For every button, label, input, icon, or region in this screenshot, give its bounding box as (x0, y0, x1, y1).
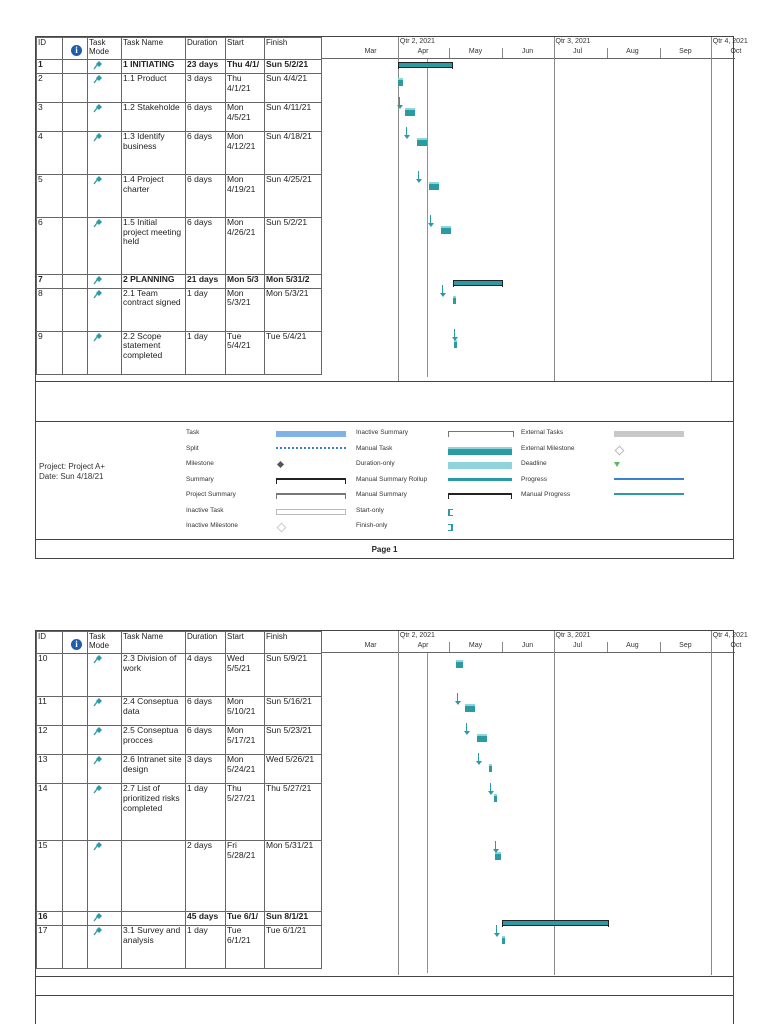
task-finish[interactable]: Sun 5/16/21 (265, 697, 322, 726)
col-header-task-mode[interactable]: Task Mode (88, 632, 122, 654)
gantt-chart-area-page-2 (321, 631, 748, 653)
quarter-label: Qtr 4, 2021 (712, 38, 748, 45)
month-divider (502, 48, 503, 58)
month-label: May (468, 48, 483, 55)
task-start[interactable]: Mon 5/24/21 (226, 755, 265, 784)
manual-task-pin-icon (92, 289, 103, 302)
legend-label: External Tasks (521, 429, 564, 436)
col-header-task-name[interactable]: Task Name (122, 632, 186, 654)
task-name[interactable]: 1 INITIATING (122, 60, 186, 74)
summary-bar[interactable] (502, 920, 608, 926)
legend-label: Project Summary (186, 491, 236, 498)
task-name[interactable]: 2.4 Conseptua data (122, 697, 186, 726)
task-finish[interactable]: Mon 5/31/21 (265, 841, 322, 912)
quarter-label: Qtr 3, 2021 (555, 38, 591, 45)
manual-task-pin-icon (92, 103, 103, 116)
summary-bar-cap[interactable] (452, 62, 453, 69)
task-finish[interactable]: Mon 5/3/21 (265, 288, 322, 331)
task-id[interactable]: 5 (37, 174, 63, 217)
table-row[interactable] (37, 73, 322, 102)
task-mode-cell[interactable] (88, 841, 122, 912)
task-finish[interactable]: Sun 8/1/21 (265, 912, 322, 926)
task-start[interactable]: Mon 5/17/21 (226, 726, 265, 755)
indicator-cell[interactable] (63, 73, 88, 102)
month-label: Mar (364, 48, 377, 55)
task-name[interactable]: 2.6 Intranet site design (122, 755, 186, 784)
task-start[interactable]: Tue 5/4/21 (226, 331, 265, 374)
task-mode-cell[interactable] (88, 174, 122, 217)
table-row[interactable] (37, 726, 322, 755)
manual-task-pin-icon (92, 755, 103, 768)
task-id[interactable]: 6 (37, 217, 63, 274)
month-divider (607, 642, 608, 652)
dependency-arrow-icon (440, 293, 446, 297)
quarter-label: Qtr 2, 2021 (399, 38, 435, 45)
indicator-cell[interactable] (63, 288, 88, 331)
month-label: Apr (417, 642, 429, 649)
task-id[interactable]: 1 (37, 60, 63, 74)
task-duration[interactable]: 1 day (186, 331, 226, 374)
task-id[interactable]: 10 (37, 654, 63, 697)
table-row[interactable] (37, 288, 322, 331)
legend-swatch (614, 493, 684, 495)
task-id[interactable]: 11 (37, 697, 63, 726)
task-name[interactable]: 1.1 Product (122, 73, 186, 102)
month-divider (554, 642, 555, 652)
manual-task-pin-icon (92, 841, 103, 854)
indicator-cell[interactable] (63, 274, 88, 288)
task-bar[interactable] (494, 794, 497, 802)
task-mode-cell[interactable] (88, 925, 122, 968)
month-label: Mar (364, 642, 377, 649)
task-start[interactable]: Thu 4/1/21 (226, 73, 265, 102)
indicator-cell[interactable] (63, 755, 88, 784)
task-mode-cell[interactable] (88, 912, 122, 926)
legend-label: Inactive Task (186, 506, 224, 514)
legend-swatch (276, 493, 346, 499)
month-label: Jul (573, 48, 583, 55)
task-id[interactable]: 16 (37, 912, 63, 926)
table-row[interactable] (37, 102, 322, 131)
table-row[interactable] (37, 174, 322, 217)
month-label: Jun (521, 642, 534, 649)
summary-bar-cap[interactable] (398, 62, 399, 69)
indicator-cell[interactable] (63, 217, 88, 274)
task-duration[interactable]: 23 days (186, 60, 226, 74)
task-mode-cell[interactable] (88, 102, 122, 131)
dependency-arrow-icon (404, 135, 410, 139)
task-bar[interactable] (477, 734, 487, 742)
table-row[interactable] (37, 925, 322, 968)
task-finish[interactable]: Sun 5/2/21 (265, 217, 322, 274)
dependency-arrow-icon (455, 701, 461, 705)
indicator-cell[interactable] (63, 60, 88, 74)
task-bar[interactable] (489, 764, 492, 772)
legend-project-name: Project: Project A+ (39, 462, 106, 471)
indicator-cell[interactable] (63, 841, 88, 912)
task-name[interactable]: 1.3 Identify business (122, 131, 186, 174)
summary-bar-cap[interactable] (453, 280, 454, 287)
task-duration[interactable]: 6 days (186, 102, 226, 131)
legend-swatch (614, 431, 684, 437)
table-row[interactable] (37, 912, 322, 926)
table-row[interactable] (37, 784, 322, 841)
month-label: Aug (626, 642, 639, 649)
legend-label: Progress (521, 475, 548, 483)
task-start[interactable]: Mon 4/19/21 (226, 174, 265, 217)
task-id[interactable]: 13 (37, 755, 63, 784)
task-id[interactable]: 7 (37, 274, 63, 288)
summary-bar[interactable] (398, 62, 453, 68)
task-duration[interactable]: 2 days (186, 841, 226, 912)
timescale-header (321, 631, 748, 653)
legend-swatch (448, 524, 453, 531)
manual-task-pin-icon (92, 132, 103, 145)
task-name[interactable]: 2.1 Team contract signed (122, 288, 186, 331)
col-header-task-mode[interactable]: Task Mode (88, 38, 122, 60)
summary-bar[interactable] (453, 280, 503, 286)
task-duration[interactable]: 4 days (186, 654, 226, 697)
month-divider (711, 48, 712, 58)
task-duration[interactable]: 1 day (186, 288, 226, 331)
col-header-finish[interactable]: Finish (265, 632, 322, 654)
task-bar[interactable] (465, 704, 475, 712)
task-mode-cell[interactable] (88, 60, 122, 74)
task-name[interactable]: 2.2 Scope statement completed (122, 331, 186, 374)
table-row[interactable] (37, 331, 322, 374)
indicator-cell[interactable] (63, 925, 88, 968)
legend-swatch (448, 431, 514, 437)
legend-label: Finish-only (356, 522, 388, 529)
task-duration[interactable]: 1 day (186, 784, 226, 841)
indicator-cell[interactable] (63, 174, 88, 217)
legend-label: Inactive Summary (356, 429, 409, 436)
manual-task-pin-icon (92, 912, 103, 925)
month-label: Jul (573, 642, 583, 649)
legend-swatch (276, 509, 346, 515)
legend-label: Summary (186, 475, 214, 483)
legend-swatch (448, 447, 512, 455)
task-finish[interactable]: Sun 4/25/21 (265, 174, 322, 217)
month-divider (398, 642, 399, 652)
legend-swatch (448, 509, 453, 516)
task-duration[interactable]: 6 days (186, 697, 226, 726)
task-duration[interactable]: 45 days (186, 912, 226, 926)
col-header-start[interactable]: Start (226, 632, 265, 654)
task-bar[interactable] (453, 296, 456, 304)
task-id[interactable]: 2 (37, 73, 63, 102)
dependency-arrow-icon (494, 933, 500, 937)
task-id[interactable]: 12 (37, 726, 63, 755)
legend-swatch (615, 445, 625, 455)
gantt-chart-area (321, 37, 748, 59)
task-mode-cell[interactable] (88, 274, 122, 288)
task-id[interactable]: 15 (37, 841, 63, 912)
task-duration[interactable]: 6 days (186, 131, 226, 174)
manual-task-pin-icon (92, 74, 103, 87)
info-icon: i (71, 639, 82, 650)
indicator-cell[interactable] (63, 331, 88, 374)
dependency-arrow-icon (476, 761, 482, 765)
task-start[interactable]: Thu 5/27/21 (226, 784, 265, 841)
task-bar[interactable] (454, 340, 457, 348)
indicator-cell[interactable] (63, 102, 88, 131)
task-bar[interactable] (429, 182, 439, 190)
task-mode-cell[interactable] (88, 726, 122, 755)
summary-bar-cap[interactable] (608, 920, 609, 927)
task-duration[interactable]: 1 day (186, 925, 226, 968)
indicator-cell[interactable] (63, 697, 88, 726)
dependency-arrow-icon (428, 223, 434, 227)
month-label: Apr (417, 48, 429, 55)
summary-bar-cap[interactable] (502, 920, 503, 927)
manual-task-pin-icon (92, 275, 103, 288)
legend-label: Manual Summary (356, 491, 407, 498)
task-bar[interactable] (405, 108, 415, 116)
col-header-duration[interactable]: Duration (186, 38, 226, 60)
month-label: Sep (679, 642, 692, 649)
table-row[interactable] (37, 697, 322, 726)
status-date-line (427, 653, 428, 973)
table-row[interactable] (37, 131, 322, 174)
month-divider (607, 48, 608, 58)
month-divider (449, 642, 450, 652)
task-id[interactable]: 17 (37, 925, 63, 968)
table-row[interactable] (37, 654, 322, 697)
task-start[interactable]: Mon 5/3/21 (226, 288, 265, 331)
col-header-finish[interactable]: Finish (265, 38, 322, 60)
col-header-indicators[interactable] (63, 38, 88, 60)
task-id[interactable]: 4 (37, 131, 63, 174)
legend-label: Manual Summary Rollup (356, 475, 428, 483)
task-name[interactable]: 1.2 Stakeholde (122, 102, 186, 131)
legend (36, 421, 733, 538)
month-label: Jun (521, 48, 534, 55)
legend-swatch (448, 478, 512, 481)
task-start[interactable]: Wed 5/5/21 (226, 654, 265, 697)
legend-label: External Milestone (521, 444, 575, 452)
legend-swatch (276, 478, 346, 484)
task-bar[interactable] (441, 226, 451, 234)
task-name[interactable]: 3.1 Survey and analysis (122, 925, 186, 968)
task-name[interactable] (122, 841, 186, 912)
task-finish[interactable]: Sun 4/18/21 (265, 131, 322, 174)
legend-label: Duration-only (356, 460, 395, 467)
task-start[interactable]: Thu 4/1/ (226, 60, 265, 74)
task-name[interactable]: 2.7 List of prioritized risks completed (122, 784, 186, 841)
legend-swatch (448, 493, 512, 499)
month-label: Sep (679, 48, 692, 55)
dependency-arrow-icon (464, 731, 470, 735)
task-mode-cell[interactable] (88, 654, 122, 697)
legend-label: Deadline (521, 460, 547, 467)
task-start[interactable]: Mon 4/26/21 (226, 217, 265, 274)
task-duration[interactable]: 6 days (186, 726, 226, 755)
month-divider (398, 48, 399, 58)
task-duration[interactable]: 3 days (186, 755, 226, 784)
page-number: Page 1 (36, 539, 733, 560)
task-start[interactable]: Fri 5/28/21 (226, 841, 265, 912)
task-id[interactable]: 8 (37, 288, 63, 331)
manual-task-pin-icon (92, 218, 103, 231)
task-start[interactable]: Mon 4/5/21 (226, 102, 265, 131)
task-name[interactable]: 2.5 Conseptua procces (122, 726, 186, 755)
legend-swatch (277, 461, 284, 468)
task-mode-cell[interactable] (88, 288, 122, 331)
indicator-cell[interactable] (63, 726, 88, 755)
col-header-duration[interactable]: Duration (186, 632, 226, 654)
col-header-start[interactable]: Start (226, 38, 265, 60)
table-row[interactable] (37, 60, 322, 74)
table-row[interactable] (37, 841, 322, 912)
month-label: Aug (626, 48, 639, 55)
legend-swatch (277, 523, 287, 533)
legend-label: Task (186, 429, 200, 436)
task-start[interactable]: Mon 5/10/21 (226, 697, 265, 726)
legend-swatch (614, 462, 620, 467)
task-start[interactable]: Tue 6/1/ (226, 912, 265, 926)
task-name[interactable] (122, 912, 186, 926)
legend-swatch (448, 462, 512, 469)
month-divider (449, 48, 450, 58)
month-divider (711, 642, 712, 652)
quarter-label: Qtr 4, 2021 (712, 632, 748, 639)
col-header-id[interactable]: ID (37, 632, 63, 654)
task-finish[interactable]: Thu 5/27/21 (265, 784, 322, 841)
task-bar[interactable] (456, 660, 463, 668)
indicator-cell[interactable] (63, 654, 88, 697)
manual-task-pin-icon (92, 175, 103, 188)
gantt-page-2 (35, 630, 748, 1024)
col-header-id[interactable]: ID (37, 38, 63, 60)
month-divider (554, 48, 555, 58)
legend-swatch (276, 447, 346, 449)
month-divider (660, 642, 661, 652)
quarter-label: Qtr 2, 2021 (399, 632, 435, 639)
task-finish[interactable]: Sun 5/9/21 (265, 654, 322, 697)
task-bar[interactable] (398, 78, 403, 86)
task-bar[interactable] (495, 852, 500, 860)
task-start[interactable]: Tue 6/1/21 (226, 925, 265, 968)
month-divider (502, 642, 503, 652)
legend-date: Date: Sun 4/18/21 (39, 472, 104, 482)
month-label: May (468, 642, 483, 649)
dependency-arrow-icon (416, 179, 422, 183)
table-row[interactable] (37, 217, 322, 274)
gantt-page-1 (35, 36, 748, 559)
quarter-label: Qtr 3, 2021 (555, 632, 591, 639)
task-id[interactable]: 3 (37, 102, 63, 131)
manual-task-pin-icon (92, 926, 103, 939)
indicator-cell[interactable] (63, 131, 88, 174)
task-finish[interactable]: Mon 5/31/2 (265, 274, 322, 288)
col-header-task-name[interactable]: Task Name (122, 38, 186, 60)
dependency-arrow-icon (493, 849, 499, 853)
dependency-arrow-icon (452, 337, 458, 341)
legend-label: Start-only (356, 506, 384, 514)
dependency-arrow-icon (488, 791, 494, 795)
task-name[interactable]: 2.3 Division of work (122, 654, 186, 697)
task-finish[interactable]: Sun 4/11/21 (265, 102, 322, 131)
task-finish[interactable]: Sun 4/4/21 (265, 73, 322, 102)
task-table (36, 37, 321, 375)
indicator-cell[interactable] (63, 912, 88, 926)
legend-label: Inactive Milestone (186, 522, 239, 529)
task-table-page-2 (36, 631, 321, 969)
month-label: Oct (730, 642, 742, 649)
month-divider (660, 48, 661, 58)
task-start[interactable]: Mon 4/12/21 (226, 131, 265, 174)
summary-bar-cap[interactable] (502, 280, 503, 287)
task-mode-cell[interactable] (88, 217, 122, 274)
task-duration[interactable]: 21 days (186, 274, 226, 288)
task-start[interactable]: Mon 5/3 (226, 274, 265, 288)
task-finish[interactable]: Tue 6/1/21 (265, 925, 322, 968)
manual-task-pin-icon (92, 784, 103, 797)
manual-task-pin-icon (92, 654, 103, 667)
task-bar[interactable] (417, 138, 427, 146)
indicator-cell[interactable] (63, 784, 88, 841)
manual-task-pin-icon (92, 60, 103, 73)
legend-label: Milestone (186, 460, 214, 467)
manual-task-pin-icon (92, 697, 103, 710)
table-row[interactable] (37, 755, 322, 784)
task-name[interactable]: 2 PLANNING (122, 274, 186, 288)
legend-label: Split (186, 444, 199, 452)
task-mode-cell[interactable] (88, 784, 122, 841)
month-label: Oct (730, 48, 742, 55)
task-bar[interactable] (502, 936, 505, 944)
status-date-line (427, 59, 428, 377)
legend-label: Manual Progress (521, 491, 571, 498)
task-name[interactable]: 1.5 Initial project meeting held (122, 217, 186, 274)
task-finish[interactable]: Tue 5/4/21 (265, 331, 322, 374)
table-row[interactable] (37, 274, 322, 288)
task-mode-cell[interactable] (88, 697, 122, 726)
legend-swatch (614, 478, 684, 480)
task-name[interactable]: 1.4 Project charter (122, 174, 186, 217)
manual-task-pin-icon (92, 332, 103, 345)
task-finish[interactable]: Wed 5/26/21 (265, 755, 322, 784)
task-mode-cell[interactable] (88, 131, 122, 174)
dependency-arrow-icon (397, 105, 403, 109)
info-icon: i (71, 45, 82, 56)
task-duration[interactable]: 3 days (186, 73, 226, 102)
timescale-header (321, 37, 748, 59)
task-mode-cell[interactable] (88, 331, 122, 374)
task-id[interactable]: 9 (37, 331, 63, 374)
task-id[interactable]: 14 (37, 784, 63, 841)
col-header-indicators[interactable] (63, 632, 88, 654)
legend-swatch (276, 431, 346, 437)
manual-task-pin-icon (92, 726, 103, 739)
legend-label: Manual Task (356, 444, 393, 452)
task-duration[interactable]: 6 days (186, 217, 226, 274)
task-finish[interactable]: Sun 5/23/21 (265, 726, 322, 755)
task-duration[interactable]: 6 days (186, 174, 226, 217)
task-mode-cell[interactable] (88, 73, 122, 102)
task-mode-cell[interactable] (88, 755, 122, 784)
task-finish[interactable]: Sun 5/2/21 (265, 60, 322, 74)
